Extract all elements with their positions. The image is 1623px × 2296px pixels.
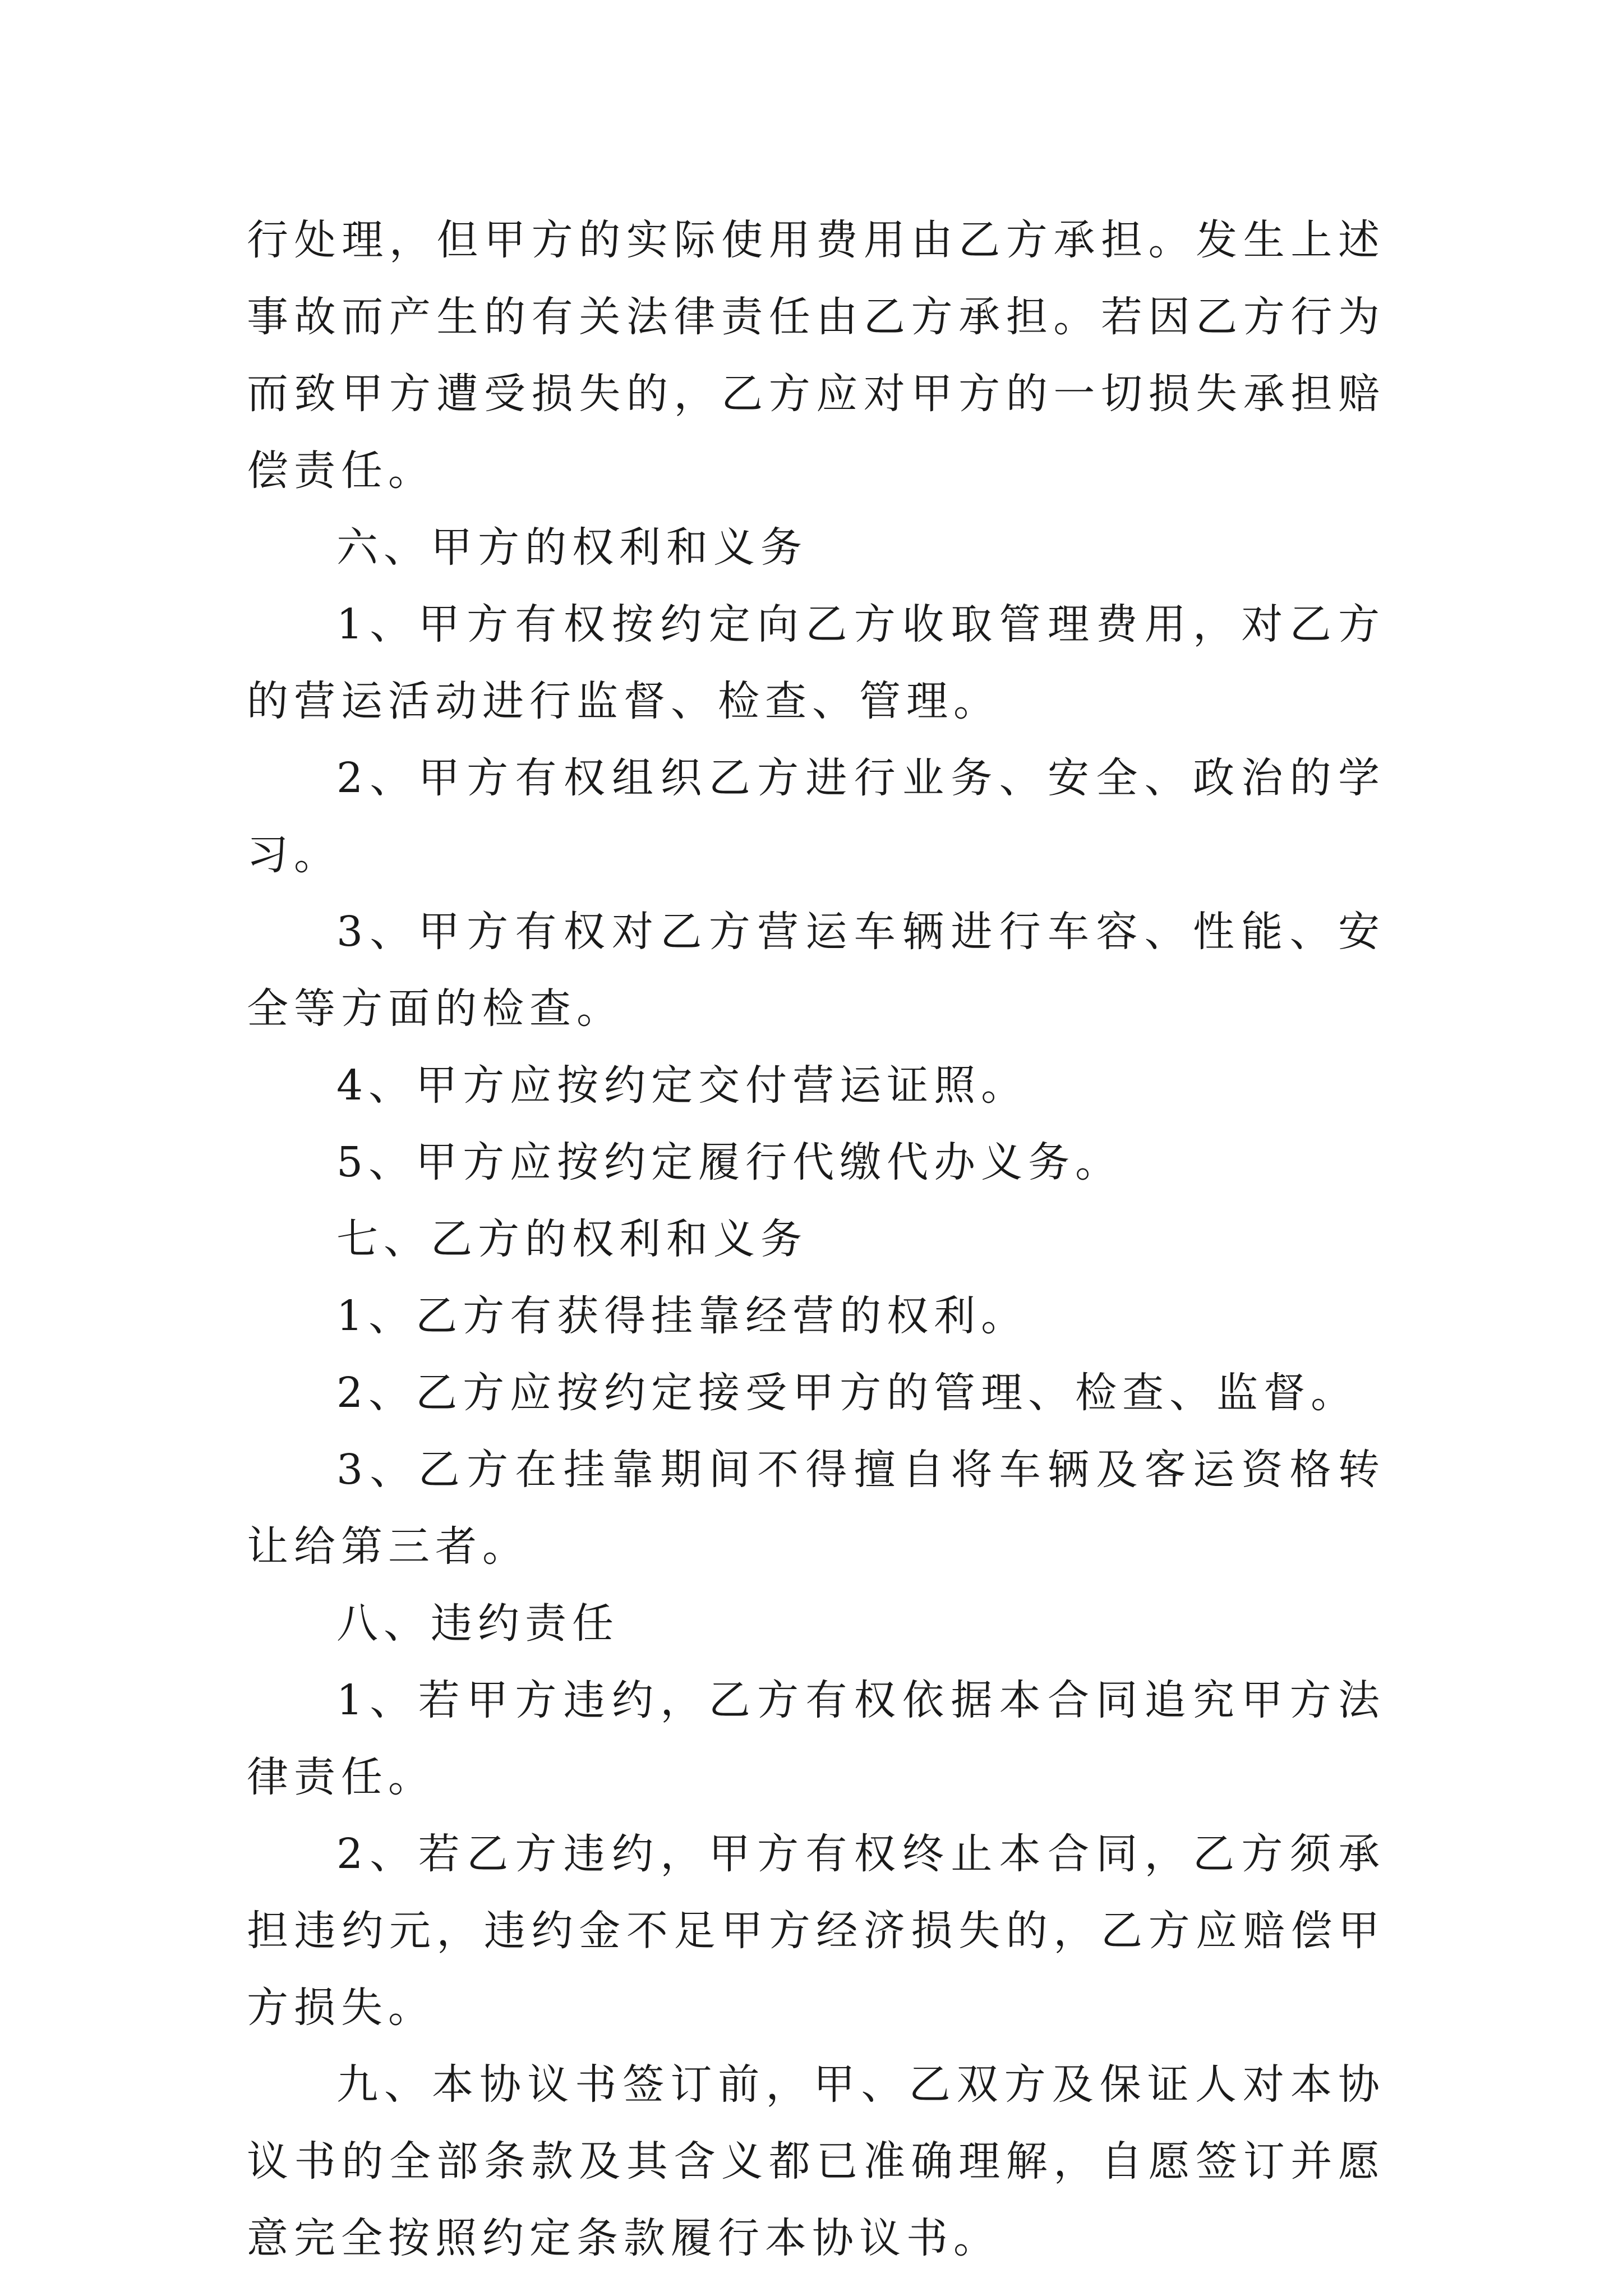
paragraph-party-b-item-1: 1、乙方有获得挂靠经营的权利。 <box>336 1292 1029 1340</box>
paragraph-party-a-item-5: 5、甲方应按约定履行代缴代办义务。 <box>336 1138 1123 1186</box>
paragraph-party-a-item-4: 4、甲方应按约定交付营运证照。 <box>336 1061 1029 1110</box>
paragraph-party-b-item-3: 3、乙方在挂靠期间不得擅自将车辆及客运资格转让给第三者。 <box>247 1446 1385 1571</box>
paragraph-party-a-item-3: 3、甲方有权对乙方营运车辆进行车容、性能、安全等方面的检查。 <box>247 908 1385 1033</box>
document-body <box>247 202 1385 2277</box>
paragraph-party-a-item-2: 2、甲方有权组织乙方进行业务、安全、政治的学习。 <box>247 754 1385 879</box>
section-heading-breach-liability: 八、违约责任 <box>336 1599 619 1648</box>
paragraph-party-a-item-1: 1、甲方有权按约定向乙方收取管理费用，对乙方的营运活动进行监督、检查、管理。 <box>247 600 1385 725</box>
paragraph-breach-item-2: 2、若乙方违约，甲方有权终止本合同，乙方须承担违约元，违约金不足甲方经济损失的，乙方应赔偿甲方损失。 <box>247 1830 1385 2032</box>
section-closing-clause: 九、本协议书签订前，甲、乙双方及保证人对本协议书的全部条款及其含义都已准确理解，自愿签订并愿意完全按照约定条款履行本协议书。 <box>247 2060 1385 2262</box>
paragraph-party-b-item-2: 2、乙方应按约定接受甲方的管理、检查、监督。 <box>336 1369 1358 1417</box>
section-heading-party-b-rights: 七、乙方的权利和义务 <box>336 1215 808 1263</box>
paragraph-continuation: 行处理，但甲方的实际使用费用由乙方承担。发生上述事故而产生的有关法律责任由乙方承担。若因乙方行为而致甲方遭受损失的，乙方应对甲方的一切损失承担赔偿责任。 <box>247 216 1385 495</box>
section-heading-party-a-rights: 六、甲方的权利和义务 <box>336 523 808 572</box>
paragraph-breach-item-1: 1、若甲方违约，乙方有权依据本合同追究甲方法律责任。 <box>247 1676 1385 1801</box>
